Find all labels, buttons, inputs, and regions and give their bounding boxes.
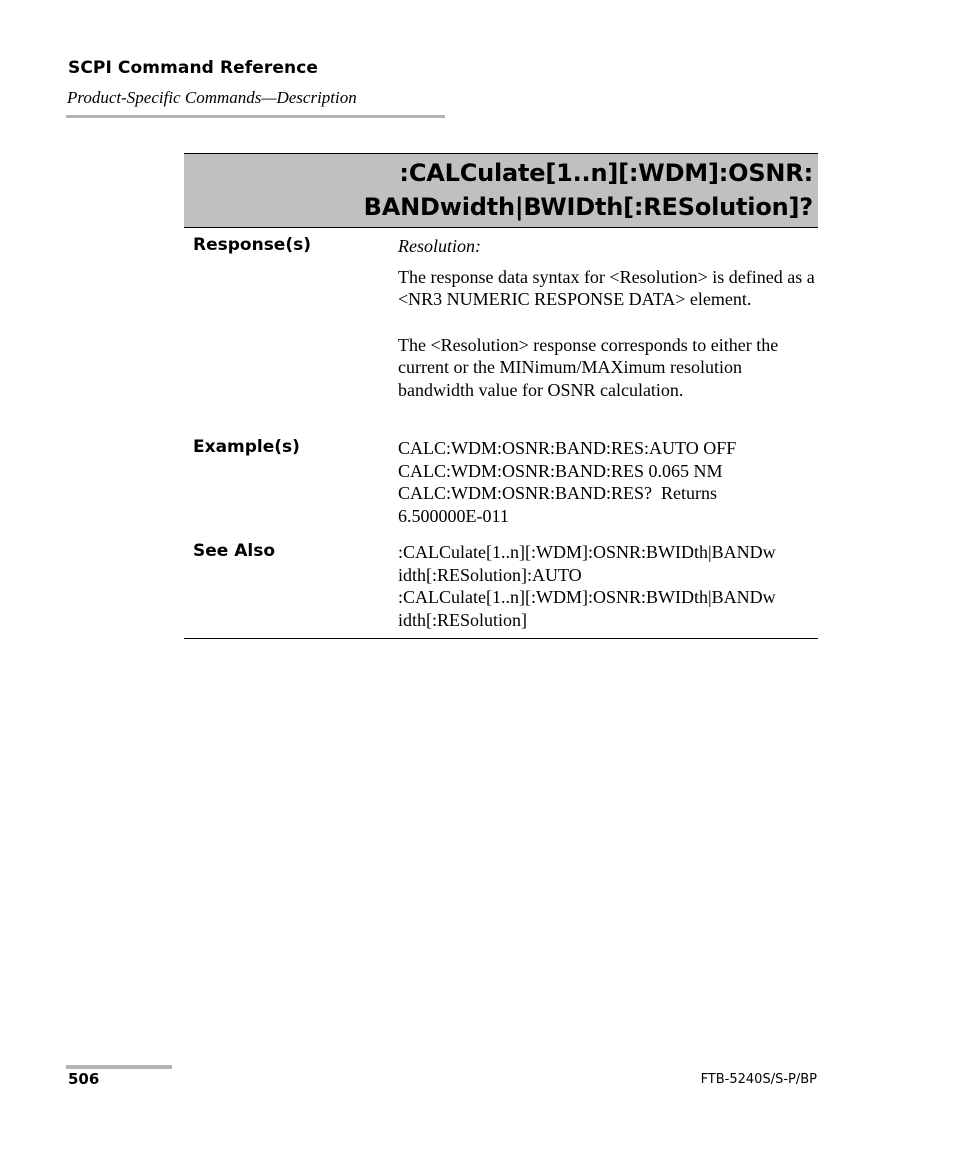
example-line: CALC:WDM:OSNR:BAND:RES:AUTO OFF: [398, 438, 737, 458]
table-bottom-rule: [184, 638, 818, 639]
example-line: CALC:WDM:OSNR:BAND:RES? Returns: [398, 483, 718, 504]
see-also-content: [398, 541, 818, 631]
response-description-paragraph: The <Resolution> response corresponds to either the current or the MINimum/MAXimum resolution bandwidth value for OSNR calculation.: [398, 334, 779, 400]
product-name: FTB-5240S/S-P/BP: [700, 1072, 817, 1087]
page-number: 506: [68, 1070, 100, 1088]
header-divider: [66, 115, 445, 118]
command-heading: [364, 156, 813, 224]
footer-divider: [66, 1065, 172, 1069]
command-heading-line-2: BANDwidth|BWIDth[:RESolution]?: [363, 193, 813, 221]
command-heading-box: [184, 153, 818, 228]
example-line: 6.500000E-011: [398, 505, 509, 526]
running-header-subtitle: Product-Specific Commands—Description: [67, 88, 357, 107]
see-also-reference: idth[:RESolution]:AUTO: [398, 564, 582, 585]
examples-label: Example(s): [193, 437, 300, 457]
example-line: CALC:WDM:OSNR:BAND:RES 0.065 NM: [398, 460, 723, 481]
see-also-label: See Also: [193, 541, 276, 561]
response-content: [398, 235, 818, 402]
response-syntax-paragraph: The response data syntax for <Resolution> is defined as a <NR3 NUMERIC RESPONSE DATA> element.: [398, 266, 815, 310]
examples-content: [398, 437, 818, 527]
see-also-reference: :CALCulate[1..n][:WDM]:OSNR:BWIDth|BANDw: [398, 542, 776, 562]
see-also-reference: :CALCulate[1..n][:WDM]:OSNR:BWIDth|BANDw: [398, 587, 776, 608]
response-param: Resolution:: [398, 236, 481, 256]
command-heading-line-1: :CALCulate[1..n][:WDM]:OSNR:: [399, 159, 813, 187]
running-header-title: SCPI Command Reference: [68, 58, 319, 78]
response-label: Response(s): [193, 235, 311, 255]
see-also-reference: idth[:RESolution]: [398, 609, 528, 630]
